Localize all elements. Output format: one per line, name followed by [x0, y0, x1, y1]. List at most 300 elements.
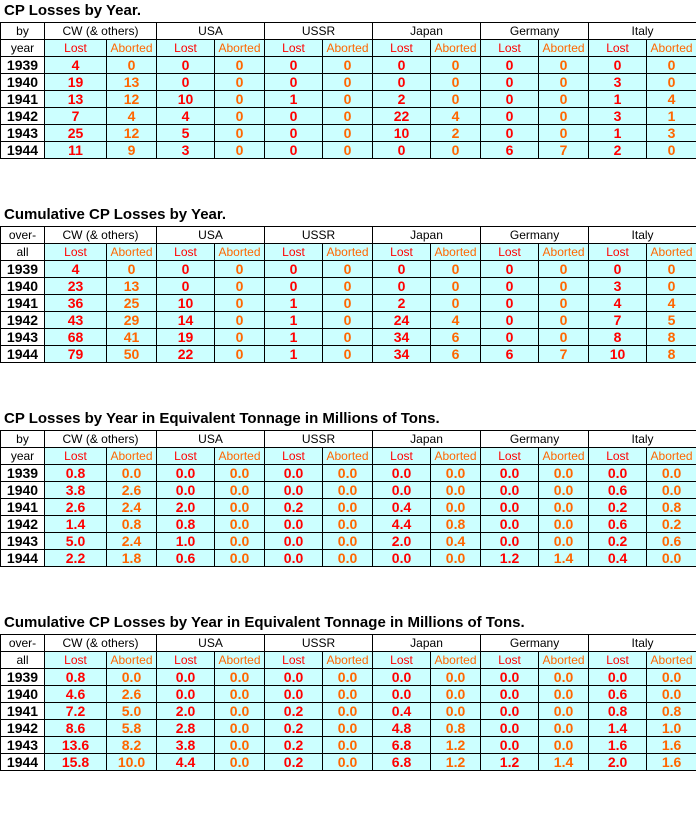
- lost-value: 0.8: [45, 669, 107, 686]
- aborted-value: 50: [107, 346, 157, 363]
- table-row: [1, 329, 696, 346]
- aborted-value: 0: [215, 91, 265, 108]
- aborted-value: 0.0: [215, 516, 265, 533]
- lost-value: 0.8: [45, 465, 107, 482]
- lost-value: 0.0: [589, 669, 647, 686]
- lost-value: 0: [157, 57, 215, 74]
- aborted-value: 0.0: [647, 686, 696, 703]
- year-cell: 1941: [1, 295, 45, 312]
- aborted-value: 0: [539, 57, 589, 74]
- header-row-nations: [1, 227, 696, 244]
- aborted-value: 7: [539, 346, 589, 363]
- aborted-value: 8: [647, 346, 696, 363]
- aborted-value: 0: [431, 278, 481, 295]
- nation-header: Germany: [481, 635, 589, 652]
- aborted-value: 0: [323, 346, 373, 363]
- aborted-header: Aborted: [323, 40, 373, 57]
- table-block: [0, 204, 696, 408]
- lost-value: 23: [45, 278, 107, 295]
- year-cell: 1940: [1, 482, 45, 499]
- lost-value: 0: [265, 57, 323, 74]
- lost-value: 2.0: [373, 533, 431, 550]
- aborted-value: 0.0: [107, 669, 157, 686]
- year-cell: 1943: [1, 125, 45, 142]
- lost-value: 1.6: [589, 737, 647, 754]
- aborted-value: 0: [215, 329, 265, 346]
- aborted-header: Aborted: [539, 244, 589, 261]
- aborted-header: Aborted: [107, 40, 157, 57]
- lost-value: 0.6: [589, 482, 647, 499]
- aborted-value: 0.0: [323, 516, 373, 533]
- lost-value: 0: [373, 261, 431, 278]
- nation-header: USSR: [265, 23, 373, 40]
- lost-value: 1.2: [481, 550, 539, 567]
- aborted-value: 5.0: [107, 703, 157, 720]
- aborted-value: 0.0: [431, 550, 481, 567]
- aborted-value: 0.0: [215, 720, 265, 737]
- aborted-value: 0: [323, 329, 373, 346]
- aborted-value: 0: [431, 142, 481, 159]
- lost-header: Lost: [265, 652, 323, 669]
- aborted-value: 0.8: [647, 499, 696, 516]
- aborted-value: 8.2: [107, 737, 157, 754]
- lost-value: 0: [481, 74, 539, 91]
- aborted-value: 0: [323, 261, 373, 278]
- aborted-value: 0: [215, 261, 265, 278]
- lost-value: 19: [45, 74, 107, 91]
- nation-header: Italy: [589, 635, 696, 652]
- aborted-value: 0.0: [323, 754, 373, 771]
- aborted-value: 0.0: [323, 669, 373, 686]
- aborted-value: 41: [107, 329, 157, 346]
- aborted-value: 0.0: [323, 720, 373, 737]
- aborted-value: 0.0: [431, 465, 481, 482]
- aborted-value: 1: [647, 108, 696, 125]
- lost-value: 0.0: [373, 686, 431, 703]
- aborted-value: 1.8: [107, 550, 157, 567]
- header-row-sub: [1, 244, 696, 261]
- aborted-value: 0.0: [323, 499, 373, 516]
- aborted-value: 0.0: [323, 550, 373, 567]
- aborted-value: 0.0: [323, 533, 373, 550]
- lost-value: 2.6: [45, 499, 107, 516]
- aborted-header: Aborted: [107, 652, 157, 669]
- aborted-value: 0.0: [539, 482, 589, 499]
- data-table: [0, 22, 696, 159]
- lost-value: 0: [373, 142, 431, 159]
- lost-header: Lost: [589, 244, 647, 261]
- lost-value: 15.8: [45, 754, 107, 771]
- lost-value: 1.2: [481, 754, 539, 771]
- lost-value: 3: [157, 142, 215, 159]
- nation-header: Italy: [589, 23, 696, 40]
- aborted-value: 1.6: [647, 737, 696, 754]
- corner-label-bottom: all: [1, 244, 45, 261]
- lost-value: 25: [45, 125, 107, 142]
- aborted-value: 12: [107, 125, 157, 142]
- aborted-value: 0.8: [431, 516, 481, 533]
- lost-value: 1.4: [45, 516, 107, 533]
- lost-header: Lost: [481, 652, 539, 669]
- lost-value: 0.4: [373, 499, 431, 516]
- lost-value: 3: [589, 108, 647, 125]
- aborted-value: 0: [539, 278, 589, 295]
- aborted-value: 0.0: [539, 686, 589, 703]
- aborted-value: 0.0: [647, 465, 696, 482]
- lost-value: 22: [373, 108, 431, 125]
- aborted-value: 13: [107, 74, 157, 91]
- nation-header: USSR: [265, 227, 373, 244]
- aborted-value: 1.0: [647, 720, 696, 737]
- lost-value: 2.0: [157, 703, 215, 720]
- lost-value: 0: [265, 261, 323, 278]
- aborted-value: 0.0: [215, 686, 265, 703]
- corner-label-bottom: all: [1, 652, 45, 669]
- nation-header: CW (& others): [45, 635, 157, 652]
- lost-value: 1: [265, 329, 323, 346]
- lost-value: 0: [481, 261, 539, 278]
- aborted-value: 4: [431, 108, 481, 125]
- lost-value: 0: [157, 261, 215, 278]
- lost-value: 10: [373, 125, 431, 142]
- nation-header: Germany: [481, 227, 589, 244]
- aborted-value: 0: [539, 74, 589, 91]
- year-cell: 1939: [1, 465, 45, 482]
- aborted-header: Aborted: [323, 652, 373, 669]
- lost-value: 0.0: [265, 686, 323, 703]
- aborted-value: 3: [647, 125, 696, 142]
- nation-header: Japan: [373, 227, 481, 244]
- lost-value: 8: [589, 329, 647, 346]
- aborted-value: 0.0: [107, 465, 157, 482]
- lost-value: 1: [265, 312, 323, 329]
- corner-label-bottom: year: [1, 448, 45, 465]
- aborted-value: 0.0: [215, 703, 265, 720]
- lost-value: 0.0: [481, 516, 539, 533]
- aborted-value: 0: [539, 295, 589, 312]
- aborted-value: 0.8: [647, 703, 696, 720]
- lost-value: 24: [373, 312, 431, 329]
- aborted-value: 0.0: [647, 550, 696, 567]
- nation-header: USA: [157, 635, 265, 652]
- lost-value: 0.0: [265, 516, 323, 533]
- aborted-value: 5.8: [107, 720, 157, 737]
- aborted-value: 2.4: [107, 499, 157, 516]
- lost-value: 1: [589, 91, 647, 108]
- lost-value: 0.0: [481, 465, 539, 482]
- aborted-header: Aborted: [323, 244, 373, 261]
- lost-value: 1.4: [589, 720, 647, 737]
- nation-header: CW (& others): [45, 431, 157, 448]
- lost-value: 4.6: [45, 686, 107, 703]
- aborted-value: 6: [431, 346, 481, 363]
- lost-header: Lost: [589, 40, 647, 57]
- lost-header: Lost: [157, 652, 215, 669]
- year-cell: 1942: [1, 312, 45, 329]
- lost-value: 0.0: [265, 533, 323, 550]
- aborted-value: 0: [647, 74, 696, 91]
- data-table: [0, 430, 696, 567]
- aborted-header: Aborted: [215, 448, 265, 465]
- table-row: [1, 669, 696, 686]
- lost-value: 0.2: [589, 533, 647, 550]
- aborted-value: 7: [539, 142, 589, 159]
- lost-value: 1.0: [157, 533, 215, 550]
- lost-value: 0.2: [265, 499, 323, 516]
- aborted-value: 4: [107, 108, 157, 125]
- year-cell: 1944: [1, 550, 45, 567]
- aborted-value: 0.0: [539, 669, 589, 686]
- aborted-value: 0.0: [431, 703, 481, 720]
- aborted-value: 0.0: [431, 669, 481, 686]
- table-row: [1, 465, 696, 482]
- table-title: CP Losses by Year.: [4, 2, 142, 19]
- lost-value: 0.0: [157, 482, 215, 499]
- year-cell: 1940: [1, 686, 45, 703]
- aborted-value: 0.0: [647, 482, 696, 499]
- aborted-value: 0.2: [647, 516, 696, 533]
- year-cell: 1941: [1, 703, 45, 720]
- lost-value: 3: [589, 278, 647, 295]
- aborted-value: 0: [215, 278, 265, 295]
- lost-header: Lost: [265, 244, 323, 261]
- year-cell: 1939: [1, 261, 45, 278]
- lost-value: 10: [157, 91, 215, 108]
- year-cell: 1942: [1, 516, 45, 533]
- table-row: [1, 278, 696, 295]
- aborted-value: 4: [431, 312, 481, 329]
- year-cell: 1943: [1, 737, 45, 754]
- lost-value: 4.4: [373, 516, 431, 533]
- lost-value: 3.8: [45, 482, 107, 499]
- table-row: [1, 516, 696, 533]
- lost-value: 14: [157, 312, 215, 329]
- aborted-value: 0: [215, 346, 265, 363]
- aborted-header: Aborted: [215, 244, 265, 261]
- nation-header: Germany: [481, 431, 589, 448]
- lost-value: 6.8: [373, 754, 431, 771]
- aborted-value: 0: [323, 74, 373, 91]
- lost-value: 13: [45, 91, 107, 108]
- aborted-value: 0.0: [539, 465, 589, 482]
- lost-value: 0.4: [589, 550, 647, 567]
- aborted-value: 0.8: [431, 720, 481, 737]
- aborted-value: 0.0: [647, 669, 696, 686]
- lost-value: 0.0: [265, 482, 323, 499]
- aborted-value: 0: [539, 108, 589, 125]
- lost-value: 0.0: [373, 482, 431, 499]
- nation-header: Japan: [373, 635, 481, 652]
- lost-value: 0.0: [481, 703, 539, 720]
- lost-header: Lost: [45, 244, 107, 261]
- table-row: [1, 754, 696, 771]
- lost-value: 0.6: [157, 550, 215, 567]
- lost-value: 0.0: [481, 533, 539, 550]
- table-title: Cumulative CP Losses by Year in Equivalent Tonnage in Millions of Tons.: [4, 614, 525, 631]
- aborted-value: 0.0: [215, 754, 265, 771]
- lost-value: 0: [481, 295, 539, 312]
- lost-value: 0: [589, 57, 647, 74]
- aborted-value: 0: [323, 295, 373, 312]
- lost-value: 68: [45, 329, 107, 346]
- header-row-nations: [1, 635, 696, 652]
- aborted-value: 0.0: [539, 499, 589, 516]
- nation-header: CW (& others): [45, 23, 157, 40]
- lost-value: 7: [45, 108, 107, 125]
- year-cell: 1944: [1, 754, 45, 771]
- lost-value: 4: [45, 57, 107, 74]
- lost-value: 7: [589, 312, 647, 329]
- aborted-value: 0: [431, 295, 481, 312]
- nation-header: Germany: [481, 23, 589, 40]
- lost-value: 0.2: [265, 754, 323, 771]
- lost-value: 11: [45, 142, 107, 159]
- nation-header: CW (& others): [45, 227, 157, 244]
- aborted-header: Aborted: [323, 448, 373, 465]
- data-table: [0, 226, 696, 363]
- aborted-value: 4: [647, 91, 696, 108]
- aborted-value: 0: [107, 261, 157, 278]
- lost-header: Lost: [373, 652, 431, 669]
- aborted-value: 12: [107, 91, 157, 108]
- lost-value: 0.0: [157, 686, 215, 703]
- lost-value: 0.2: [589, 499, 647, 516]
- table-row: [1, 686, 696, 703]
- lost-value: 13.6: [45, 737, 107, 754]
- table-block: [0, 0, 696, 204]
- table-row: [1, 295, 696, 312]
- corner-label-bottom: year: [1, 40, 45, 57]
- lost-header: Lost: [481, 448, 539, 465]
- year-cell: 1940: [1, 278, 45, 295]
- aborted-value: 0: [215, 57, 265, 74]
- header-row-nations: [1, 23, 696, 40]
- lost-value: 5: [157, 125, 215, 142]
- aborted-value: 0.0: [431, 499, 481, 516]
- lost-value: 1: [265, 91, 323, 108]
- aborted-value: 0: [647, 261, 696, 278]
- nation-header: Japan: [373, 431, 481, 448]
- header-row-sub: [1, 652, 696, 669]
- lost-value: 4: [589, 295, 647, 312]
- aborted-header: Aborted: [647, 244, 696, 261]
- lost-value: 0.0: [481, 686, 539, 703]
- lost-value: 0.0: [373, 669, 431, 686]
- lost-header: Lost: [481, 244, 539, 261]
- lost-value: 22: [157, 346, 215, 363]
- lost-value: 2.8: [157, 720, 215, 737]
- lost-value: 4.4: [157, 754, 215, 771]
- aborted-value: 0.0: [323, 465, 373, 482]
- lost-value: 0.0: [481, 482, 539, 499]
- table-row: [1, 91, 696, 108]
- aborted-value: 8: [647, 329, 696, 346]
- lost-value: 0.0: [157, 669, 215, 686]
- aborted-header: Aborted: [431, 448, 481, 465]
- year-cell: 1939: [1, 57, 45, 74]
- year-cell: 1942: [1, 108, 45, 125]
- year-cell: 1943: [1, 329, 45, 346]
- lost-value: 0: [157, 74, 215, 91]
- lost-value: 4.8: [373, 720, 431, 737]
- lost-value: 1: [265, 295, 323, 312]
- table-row: [1, 720, 696, 737]
- aborted-value: 0: [323, 142, 373, 159]
- aborted-value: 0: [323, 108, 373, 125]
- aborted-value: 1.4: [539, 754, 589, 771]
- aborted-value: 0: [215, 108, 265, 125]
- aborted-value: 0.0: [215, 499, 265, 516]
- lost-value: 0: [265, 278, 323, 295]
- lost-header: Lost: [589, 652, 647, 669]
- aborted-value: 0.0: [539, 737, 589, 754]
- lost-value: 0: [481, 278, 539, 295]
- aborted-value: 0.0: [215, 737, 265, 754]
- lost-value: 0.8: [589, 703, 647, 720]
- nation-header: USSR: [265, 635, 373, 652]
- year-cell: 1941: [1, 499, 45, 516]
- aborted-value: 0: [539, 312, 589, 329]
- nation-header: USSR: [265, 431, 373, 448]
- lost-value: 0.6: [589, 686, 647, 703]
- table-row: [1, 74, 696, 91]
- aborted-value: 0.0: [323, 737, 373, 754]
- table-row: [1, 533, 696, 550]
- lost-value: 0.2: [265, 720, 323, 737]
- corner-label-top: over-: [1, 635, 45, 652]
- corner-label-top: by: [1, 23, 45, 40]
- aborted-value: 0.0: [215, 482, 265, 499]
- aborted-value: 0: [215, 74, 265, 91]
- lost-value: 0: [481, 312, 539, 329]
- table-row: [1, 261, 696, 278]
- lost-value: 0: [373, 57, 431, 74]
- lost-value: 0.0: [589, 465, 647, 482]
- nation-header: Italy: [589, 431, 696, 448]
- aborted-value: 0: [323, 125, 373, 142]
- aborted-value: 0.0: [323, 482, 373, 499]
- lost-value: 0.0: [481, 737, 539, 754]
- table-block: [0, 612, 696, 816]
- aborted-value: 0: [431, 57, 481, 74]
- aborted-value: 6: [431, 329, 481, 346]
- lost-header: Lost: [265, 40, 323, 57]
- aborted-value: 1.2: [431, 737, 481, 754]
- lost-value: 79: [45, 346, 107, 363]
- aborted-value: 0: [431, 261, 481, 278]
- lost-header: Lost: [373, 244, 431, 261]
- table-row: [1, 482, 696, 499]
- lost-value: 0: [481, 108, 539, 125]
- lost-header: Lost: [45, 40, 107, 57]
- aborted-value: 0.0: [323, 703, 373, 720]
- lost-value: 7.2: [45, 703, 107, 720]
- lost-value: 0: [373, 278, 431, 295]
- lost-value: 4: [45, 261, 107, 278]
- lost-value: 0.2: [265, 737, 323, 754]
- lost-value: 0: [265, 74, 323, 91]
- aborted-value: 0: [323, 278, 373, 295]
- aborted-value: 0: [215, 295, 265, 312]
- lost-value: 6.8: [373, 737, 431, 754]
- aborted-value: 0.0: [539, 533, 589, 550]
- aborted-value: 0: [539, 91, 589, 108]
- header-row-sub: [1, 40, 696, 57]
- aborted-header: Aborted: [215, 40, 265, 57]
- lost-value: 0.0: [265, 550, 323, 567]
- lost-value: 0: [481, 125, 539, 142]
- aborted-value: 0: [323, 57, 373, 74]
